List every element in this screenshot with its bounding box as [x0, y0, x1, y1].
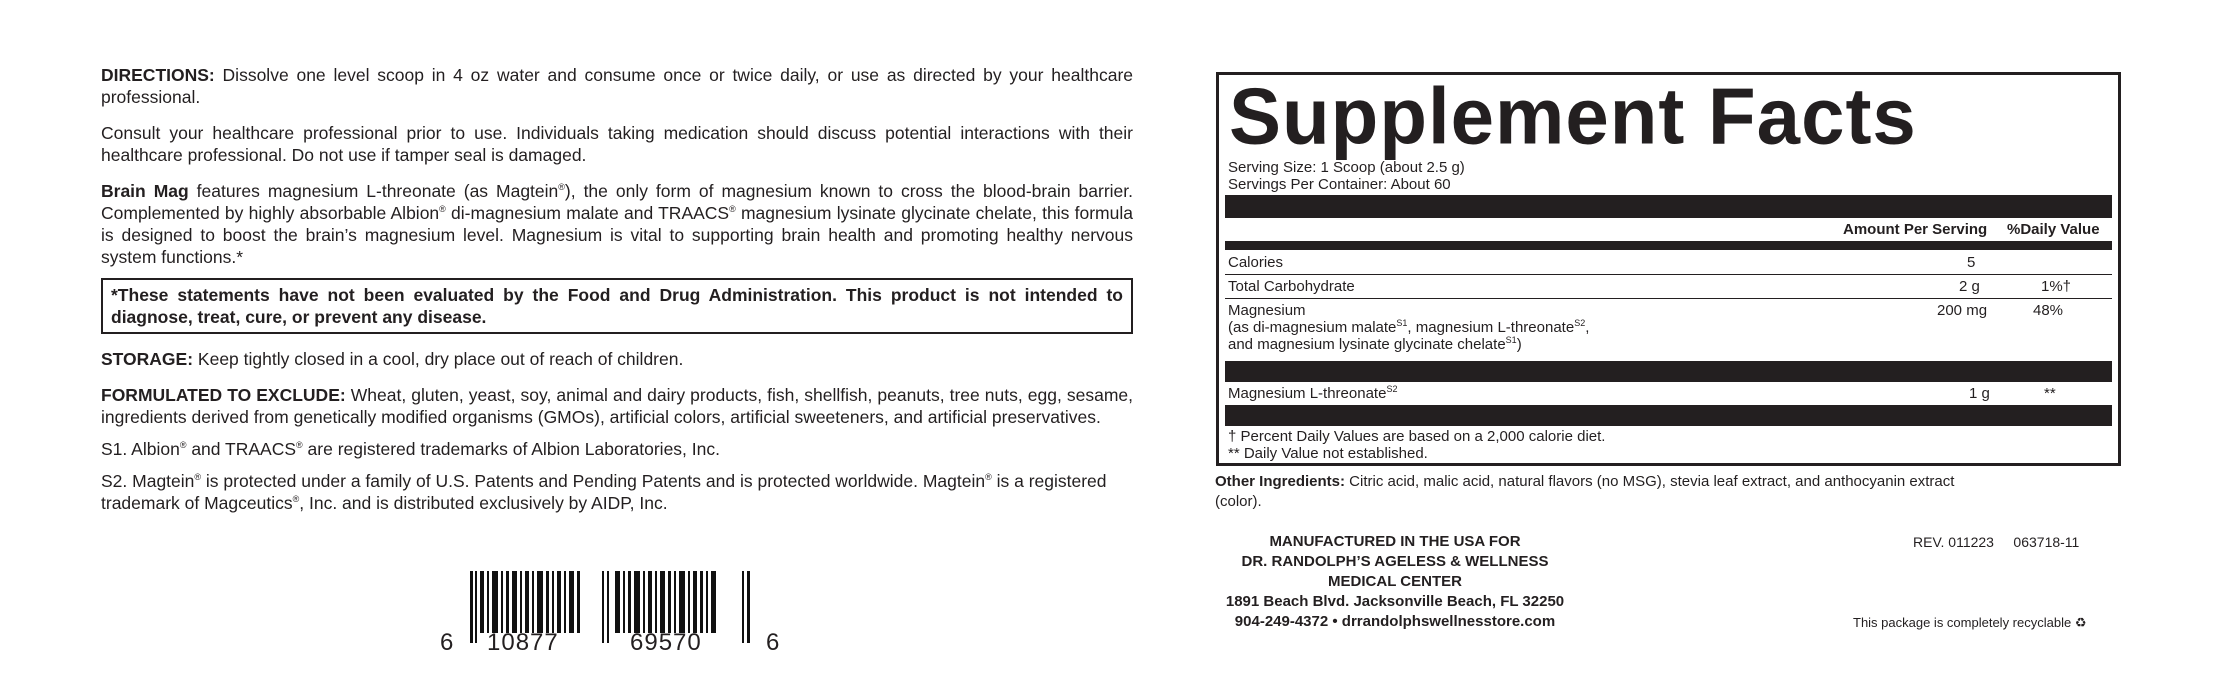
brain-mag-text-4: magnesium lysinate glycinate chelate, this formula is designed to boost the brain’s magnesium level. Magnesium is vital to supporting brain health and promoting healthy nervous system functions.* — [101, 203, 1133, 267]
barcode-bar — [700, 571, 703, 633]
row-carb-dv: 1%† — [2041, 278, 2072, 295]
registered-mark: ® — [729, 204, 736, 215]
s2-text-d: , Inc. and is distributed exclusively by AIDP, Inc. — [299, 493, 668, 513]
barcode-bar — [668, 571, 671, 633]
s2-text-c: is a registered trademark of Magceutics — [101, 471, 1107, 513]
servings-per-container: Servings Per Container: About 60 — [1228, 176, 1451, 193]
barcode-bar — [674, 571, 676, 633]
mag-detail-text: , magnesium L-threonate — [1407, 319, 1575, 336]
barcode-bar — [501, 571, 503, 633]
mag-detail-text: and magnesium lysinate glycinate chelate — [1228, 336, 1506, 353]
footnote-not-established: ** Daily Value not established. — [1228, 445, 1428, 462]
row-magnesium-name: Magnesium — [1228, 302, 1306, 319]
supplement-facts-title: Supplement Facts — [1229, 71, 1917, 161]
manufacturer-line-3: MEDICAL CENTER — [1328, 573, 1462, 590]
other-ingredients-text: Citric acid, malic acid, natural flavors (no MSG), stevia leaf extract, and anthocyanin extract (color). — [1215, 473, 1955, 510]
barcode-bar — [648, 571, 652, 633]
row-carb-name: Total Carbohydrate — [1228, 278, 1355, 295]
s1-text-c: are registered trademarks of Albion Laboratories, Inc. — [302, 439, 720, 459]
registered-mark: ® — [558, 182, 565, 193]
barcode-bar — [525, 571, 529, 633]
footnote-ref-s2: S2 — [1574, 318, 1586, 328]
barcode-bar — [747, 571, 750, 643]
directions — [101, 64, 1133, 108]
barcode-bar — [623, 571, 625, 633]
recycle-note: This package is completely recyclable ♻ — [1853, 615, 2087, 630]
footnote-ref-s1: S1 — [1396, 318, 1408, 328]
barcode-bar — [557, 571, 561, 633]
footnote-daily-value: † Percent Daily Values are based on a 2,000 calorie diet. — [1228, 428, 1606, 445]
barcode-bar — [602, 571, 604, 643]
row-threonate — [1228, 385, 1397, 402]
row-magnesium-detail-1 — [1228, 319, 1589, 336]
s1-text-a: S1. Albion — [101, 439, 180, 459]
s2-text-a: S2. Magtein — [101, 471, 195, 491]
revision-number: REV. 011223 — [1913, 534, 1994, 550]
divider-thin — [1225, 298, 2112, 299]
registered-mark: ® — [292, 494, 300, 505]
barcode-bar — [512, 571, 517, 633]
barcode-bar — [628, 571, 631, 633]
s1-text-b: and TRAACS — [186, 439, 297, 459]
serving-info — [1228, 159, 1465, 193]
barcode-bar — [577, 571, 580, 633]
barcode-bar — [564, 571, 566, 633]
mag-detail-text: (as di-magnesium malate — [1228, 319, 1397, 336]
footnote-ref-s2: S2 — [1386, 384, 1398, 394]
barcode-bar — [742, 571, 744, 643]
row-carb-amount: 2 g — [1959, 278, 1980, 295]
formulated-to-exclude — [101, 384, 1133, 428]
row-magnesium-detail-2 — [1228, 336, 1589, 353]
manufacturer-contact: 904-249-4372 • drrandolphswellnesstore.com — [1234, 613, 1556, 630]
barcode-group-1: 10877 — [487, 629, 559, 656]
row-calories-name: Calories — [1228, 254, 1284, 271]
footnote-ref-s1: S1 — [1505, 335, 1517, 345]
exclude-text: Wheat, gluten, yeast, soy, animal and dairy products, fish, shellfish, peanuts, tree nuts, egg, sesame, ingredients derived from genetically modified organisms (GMOs), artificial colors, artificial sweeteners, and artificial preservatives. — [101, 385, 1134, 427]
registered-mark: ® — [985, 472, 992, 483]
supplement-facts-panel — [1216, 72, 2121, 466]
barcode-bar — [655, 571, 657, 633]
trademark-note-s1 — [101, 438, 1133, 460]
serving-size: Serving Size: 1 Scoop (about 2.5 g) — [1228, 159, 1465, 176]
registered-mark: ® — [296, 440, 303, 451]
barcode-bar — [546, 571, 549, 633]
divider-medium — [1225, 241, 2112, 250]
barcode-bar — [475, 571, 477, 643]
barcode-bar — [552, 571, 554, 633]
barcode-group-2: 69570 — [630, 629, 702, 656]
barcode-bar — [537, 571, 543, 633]
mag-detail-text: , — [1585, 319, 1590, 336]
manufacturer-address: 1891 Beach Blvd. Jacksonville Beach, FL 32250 — [1225, 593, 1565, 610]
barcode-bar — [711, 571, 716, 633]
storage — [101, 348, 1133, 370]
row-magnesium-amount: 200 mg — [1937, 302, 1988, 319]
other-ingredients-label: Other Ingredients: — [1215, 473, 1346, 490]
row-magnesium — [1228, 302, 1589, 353]
barcode-bar — [660, 571, 665, 633]
product-name: Brain Mag — [101, 181, 189, 201]
row-threonate-name: Magnesium L-threonate — [1228, 385, 1387, 402]
revision-info — [1913, 534, 2079, 550]
fda-disclaimer-box: *These statements have not been evaluated by the Food and Drug Administration. This product is not intended to diagnose, treat, cure, or prevent any disease. — [101, 278, 1133, 334]
row-calories-amount: 5 — [1967, 254, 1976, 271]
s2-text-b: is protected under a family of U.S. Patents and Pending Patents and is protected worldwide. Magtein — [201, 471, 986, 491]
barcode-bar — [706, 571, 708, 633]
consult-warning: Consult your healthcare professional prior to use. Individuals taking medication should discuss potential interactions with their healthcare professional. Do not use if tamper seal is damaged. — [101, 123, 1133, 165]
brain-mag-text-1: features magnesium L-threonate (as Magtein — [188, 181, 559, 201]
brain-mag-text-2: ), the only form of magnesium known to cross the blood-brain barrier. Complemented by highly absorbable Albion — [101, 181, 1134, 223]
exclude-label: FORMULATED TO EXCLUDE: — [101, 385, 346, 405]
row-magnesium-dv: 48% — [2033, 302, 2064, 319]
manufacturer-line-2: DR. RANDOLPH’S AGELESS & WELLNESS — [1241, 553, 1549, 570]
barcode-digit-first: 6 — [440, 629, 455, 656]
barcode-bar — [607, 571, 609, 643]
column-daily-value: %Daily Value — [2007, 221, 2100, 238]
other-ingredients — [1215, 472, 1975, 512]
registered-mark: ® — [179, 440, 187, 451]
barcode-bar — [569, 571, 574, 633]
barcode-bar — [634, 571, 640, 633]
storage-label: STORAGE: — [101, 349, 194, 369]
column-amount-per-serving: Amount Per Serving — [1843, 221, 1988, 238]
barcode-bar — [470, 571, 473, 643]
brain-mag-text-3: di-magnesium malate and TRAACS — [445, 203, 730, 223]
row-threonate-amount: 1 g — [1969, 385, 1990, 402]
barcode-bar — [506, 571, 509, 633]
trademark-note-s2 — [101, 470, 1133, 514]
barcode-bar — [693, 571, 697, 633]
directions-label: DIRECTIONS: — [101, 65, 215, 85]
barcode-digit-last: 6 — [766, 629, 781, 656]
barcode-bar — [492, 571, 498, 633]
barcode-bar — [480, 571, 484, 633]
barcode-bar — [487, 571, 489, 633]
barcode-bar — [615, 571, 620, 633]
divider-thick — [1225, 405, 2112, 426]
directions-text: Dissolve one level scoop in 4 oz water and consume once or twice daily, or use as directed by your healthcare professional. — [101, 65, 1133, 107]
barcode-bar — [520, 571, 522, 633]
divider-thin — [1225, 274, 2112, 275]
registered-mark: ® — [194, 472, 202, 483]
registered-mark: ® — [439, 204, 446, 215]
manufacturer-line-1: MANUFACTURED IN THE USA FOR — [1269, 533, 1521, 550]
divider-thick — [1225, 361, 2112, 382]
storage-text: Keep tightly closed in a cool, dry place out of reach of children. — [193, 349, 684, 369]
barcode-bar — [679, 571, 685, 633]
row-threonate-dv: ** — [2044, 385, 2056, 402]
upc-barcode — [440, 571, 790, 667]
brain-mag-description — [101, 180, 1133, 268]
divider-thick — [1225, 195, 2112, 218]
barcode-bar — [688, 571, 690, 633]
barcode-bar — [532, 571, 534, 633]
manufacturer-block — [1205, 532, 1585, 632]
mag-detail-text: ) — [1516, 336, 1522, 353]
label-left-panel — [101, 64, 1133, 528]
barcode-bar — [643, 571, 645, 633]
product-code: 063718-11 — [2013, 534, 2080, 550]
